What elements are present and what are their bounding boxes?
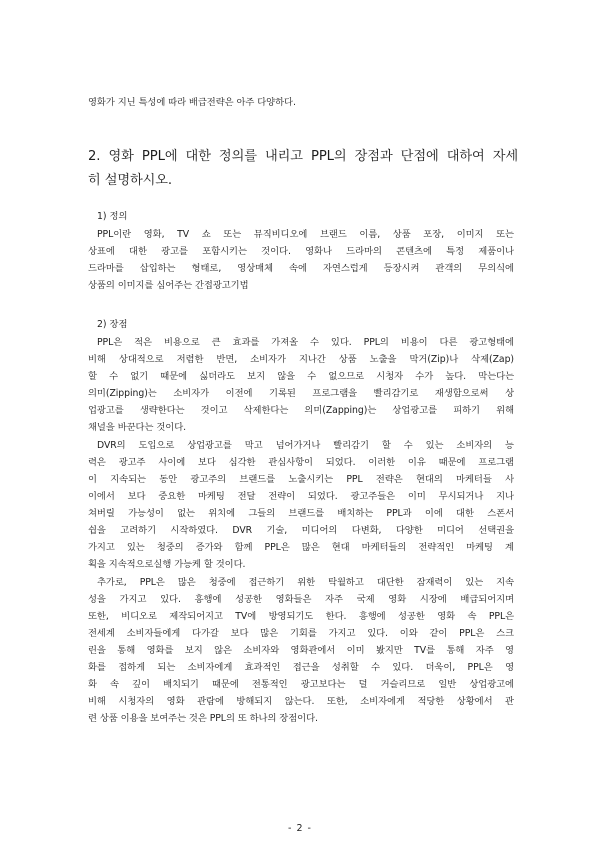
advantages-line: 또한, 비디오로 제작되어지고 TV에 방영되기도 한다. 흥행에 성공한 영화 속 PPL은 <box>88 611 514 622</box>
advantages-line: 획을 지속적으로실행 가능케 할 것이다. <box>88 559 246 570</box>
definition-line: 상표에 대한 광고를 포함시키는 것이다. 영화나 드라마의 콘텐츠에 특정 제품이나 <box>88 246 514 257</box>
advantages-line: 성을 가지고 있다. 흥행에 성공한 영화들은 자주 국제 영화 시장에 배급되어지며 <box>88 594 514 605</box>
question-heading-line-1: 2. 영화 PPL에 대한 정의를 내리고 PPL의 장점과 단점에 대하여 자세 <box>88 149 518 164</box>
advantages-line: 련 상품 이용을 보여주는 것은 PPL의 또 하나의 장점이다. <box>88 713 318 724</box>
advantages-line: 가지고 있는 청중의 증가와 함께 PPL은 많은 현대 마케터들의 전략적인 마케팅 계 <box>88 542 514 553</box>
advantages-line: 추가로, PPL은 많은 청중에 접근하기 위한 탁월하고 대단한 잠재력이 있는 지속 <box>97 577 514 588</box>
page-number: - 2 - <box>288 823 312 834</box>
advantages-line: 이 지속되는 동안 광고주의 브랜드를 노출시키는 PPL 전략은 현대의 마케터들 사 <box>88 474 514 485</box>
advantages-line: DVR의 도입으로 상업광고를 막고 넘어가거나 빨리감기 할 수 있는 소비자의 능 <box>97 440 514 451</box>
advantages-line: 린을 통해 영화를 보지 않은 소비자와 영화관에서 이미 봤지만 TV를 통해 자주 영 <box>88 645 514 656</box>
advantages-line: PPL은 적은 비용으로 큰 효과를 가져올 수 있다. PPL의 비용이 다른 광고형태에 <box>97 337 514 348</box>
advantages-line: 채널을 바꾼다는 것이다. <box>88 422 187 433</box>
advantages-line: 할 수 없기 때문에 싫더라도 보지 않을 수 없으므로 시청자 수가 높다. 막는다는 <box>88 371 514 382</box>
definition-line: 드라마를 삽입하는 형태로, 영상매체 속에 자연스럽게 등장시켜 관객의 무의식에 <box>88 263 514 274</box>
advantages-line: 력은 광고주 사이에 보다 심각한 관심사항이 되었다. 이러한 이유 때문에 프로그램 <box>88 457 514 468</box>
advantages-line: 화 속 깊이 배치되기 때문에 전통적인 광고보다는 덜 거슬리므로 일반 상업광고에 <box>88 679 514 690</box>
definition-line: 상품의 이미지를 심어주는 간접광고기법 <box>88 280 249 291</box>
section-advantages-title: 2) 장점 <box>97 319 128 330</box>
question-heading-line-2: 히 설명하시오. <box>88 173 173 188</box>
advantages-line: 이에서 보다 중요한 마케팅 전달 전략이 되었다. 광고주들은 이미 무시되거나 지나 <box>88 491 514 502</box>
advantages-line: 쉽을 고려하기 시작하였다. DVR 기술, 미디어의 다변화, 다양한 미디어 선택권을 <box>88 525 514 536</box>
advantages-line: 전세계 소비자들에게 다가갈 보다 많은 기회를 가지고 있다. 이와 같이 PPL은 스크 <box>88 628 514 639</box>
advantages-line: 업광고를 생략한다는 것이고 삭제한다는 의미(Zapping)는 상업광고를 피하기 위해 <box>88 405 514 416</box>
advantages-line: 비해 상대적으로 저렴한 반면, 소비자가 지나간 상품 노출을 막거(Zip)나 삭제(Zap) <box>88 354 514 365</box>
section-definition-title: 1) 정의 <box>97 211 128 222</box>
advantages-line: 쳐버릴 가능성이 없는 위치에 그들의 브랜드를 배치하는 PPL과 이에 대한 스폰서 <box>88 508 514 519</box>
intro-paragraph: 영화가 지닌 특성에 따라 배급전략은 아주 다양하다. <box>88 97 296 108</box>
advantages-line: 비해 시청자의 영화 관람에 방해되지 않는다. 또한, 소비자에게 적당한 상황에서 관 <box>88 696 514 707</box>
advantages-line: 의미(Zipping)는 소비자가 이전에 기록된 프로그램을 빨리감기로 재생함으로써 상 <box>88 388 514 399</box>
advantages-line: 화를 접하게 되는 소비자에게 효과적인 접근을 성취할 수 있다. 더욱이, PPL은 영 <box>88 662 514 673</box>
definition-line: PPL이란 영화, TV 쇼 또는 뮤직비디오에 브랜드 이름, 상품 포장, 이미지 또는 <box>97 229 514 240</box>
